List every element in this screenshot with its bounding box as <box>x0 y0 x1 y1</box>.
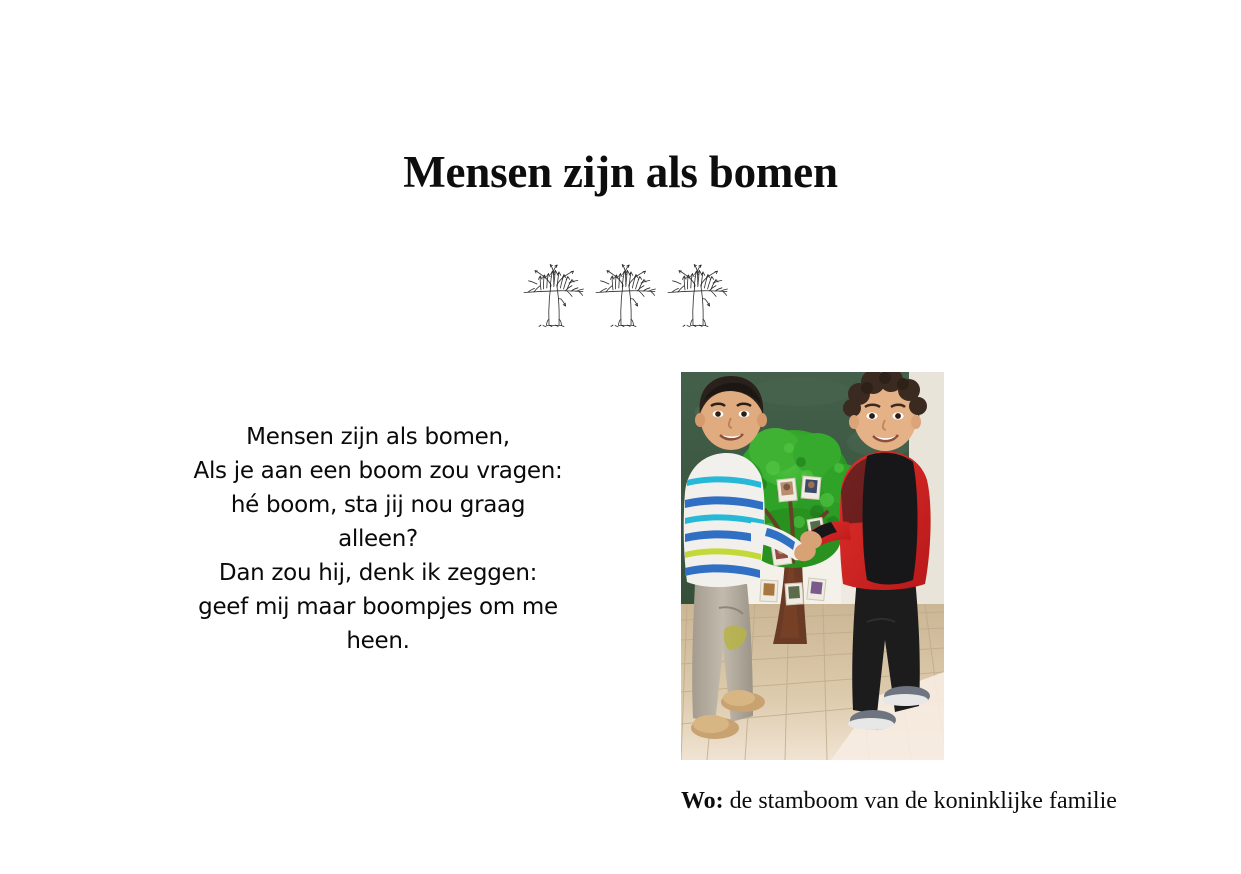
bare-tree-icon <box>519 254 587 330</box>
photo-caption <box>681 786 1221 816</box>
caption-text: de stamboom van de koninklijke familie <box>723 788 1117 814</box>
poem-line: Dan zou hij, denk ik zeggen: <box>218 560 538 586</box>
poem-line: Mensen zijn als bomen, <box>246 424 510 450</box>
poem-line: geef mij maar boompjes om me <box>198 594 558 620</box>
classroom-photo <box>681 372 944 760</box>
bare-tree-icon <box>663 254 731 330</box>
tree-clipart-row <box>519 252 731 330</box>
page-title: Mensen zijn als bomen <box>403 147 838 197</box>
poem-line: Als je aan een boom zou vragen: <box>193 458 563 484</box>
bare-tree-icon <box>591 254 659 330</box>
classroom-photo-figure <box>681 372 944 760</box>
poem-line: hé boom, sta jij nou graag <box>230 492 526 518</box>
poem-line: alleen? <box>338 526 418 552</box>
poem-block <box>178 420 578 658</box>
caption-label: Wo: <box>681 788 724 814</box>
poem-line: heen. <box>346 628 410 654</box>
